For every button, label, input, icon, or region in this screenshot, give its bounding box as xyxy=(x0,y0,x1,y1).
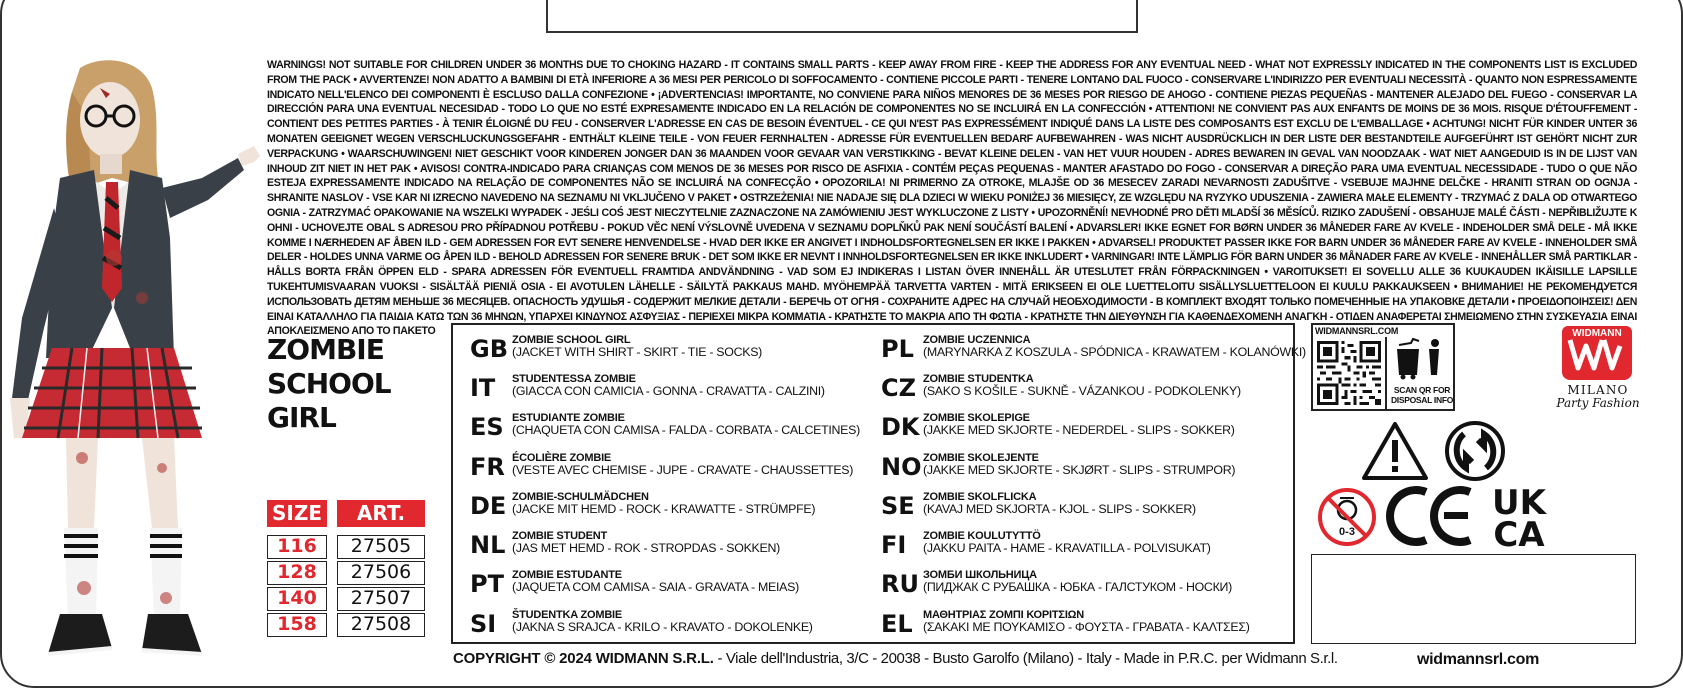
qr-code-icon xyxy=(1317,341,1381,405)
company-address: - Viale dell'Industria, 3/C - 20038 - Busto Garolfo (Milano) - Italy - Made in P.R.C. per Widmann S.r.l. xyxy=(713,650,1338,667)
language-code: SE xyxy=(881,492,915,520)
language-contents: (MARYNARKA Z KOSZULA - SPÓDNICA - KRAWATEM - KOLANÓWKI) xyxy=(923,345,1306,359)
product-title-line: SCHOOL xyxy=(267,367,391,400)
copyright-company: COPYRIGHT © 2024 WIDMANN S.R.L. xyxy=(453,650,714,667)
brand-tagline: Party Fashion xyxy=(1556,396,1640,410)
size-cell: 128 xyxy=(267,561,327,585)
widmann-logo-icon xyxy=(1560,324,1636,380)
language-code: EL xyxy=(881,610,913,638)
qr-divider xyxy=(1385,337,1387,409)
ukca-mark-icon xyxy=(1486,483,1552,555)
article-cell: 27507 xyxy=(337,587,425,611)
language-contents: (VESTE AVEC CHEMISE - JUPE - CRAVATE - CHAUSSETTES) xyxy=(512,463,854,477)
language-product-name: ZOMBIE STUDENTKA xyxy=(923,373,1034,385)
ce-mark-icon xyxy=(1388,484,1476,548)
language-contents: (SAKO S KOŠILE - SUKNĚ - VÁZANKOU - PODKOLENKY) xyxy=(923,384,1241,398)
green-dot-recycle-icon xyxy=(1444,420,1506,482)
language-product-name: ESTUDIANTE ZOMBIE xyxy=(512,412,625,424)
language-contents: (KAVAJ MED SKJORTA - KJOL - SLIPS - SOKKER) xyxy=(923,502,1196,516)
copyright-line xyxy=(453,650,1338,668)
language-contents: (ΣΑΚΑΚΙ ΜΕ ΠΟΥΚΑΜΙΣΟ - ΦΟΥΣΤΑ - ΓΡΑΒΑΤΑ - ΚΑΛΤΣΕΣ) xyxy=(923,620,1250,634)
language-product-name: ZOMBIE ESTUDANTE xyxy=(512,569,622,581)
language-code: IT xyxy=(470,374,496,402)
language-product-name: ŠTUDENTKA ZOMBIE xyxy=(512,609,623,621)
language-contents: (JAQUETA COM CAMISA - SAIA - GRAVATA - MEIAS) xyxy=(512,580,799,594)
language-contents: (JAS MET HEMD - ROK - STROPDAS - SOKKEN) xyxy=(512,541,780,555)
language-product-name: ZOMBIE SKOLEJENTE xyxy=(923,452,1039,464)
language-code: FR xyxy=(470,453,505,481)
website-url: widmannsrl.com xyxy=(1417,651,1540,668)
scan-text-line: DISPOSAL INFO xyxy=(1390,395,1454,405)
safety-warnings-text: WARNINGS! NOT SUITABLE FOR CHILDREN UNDER 36 MONTHS DUE TO CHOKING HAZARD - IT CONTAINS SMALL PARTS - KEEP AWAY FROM FIRE - KEEP THE ADDRESS FOR ANY EVENTUAL NEED - WHAT NOT EXPRESSLY INDICATED IN THE COMPONENTS LIST IS EXCLUDED FROM THE PACK • AVVERTENZE! NON ADATTO A BAMBINI DI ETÀ INFERIORE A 36 MESI PER PERICOLO DI SOFFOCAMENTO - CONTIENE PICCOLE PARTI - TENERE LONTANO DAL FUOCO - CONSERVARE L'INDIRIZZO PER EVENTUALI NECESSITÀ - QUANTO NON ESPRESSAMENTE INDICATO NELL'ELENCO DEI COMPONENTI È ESCLUSO DALLA CONFEZIONE • ¡ADVERTENCIAS! IMPORTANTE, NO CONVIENE PARA NIÑOS MENORES DE 36 MESES POR RIESGO DE AHOGO - CONTIENE PIEZAS PEQUEÑAS - MANTENER ALEJADO DEL FUEGO - CONSERVAR LA DIRECCIÓN PARA UNA EVENTUAL NECESIDAD - TODO LO QUE NO ESTÉ EXPRESAMENTE INDICADO EN LA RELACIÓN DE COMPONENTES NO SE INCLUIRÁ EN LA CONFECCIÓN • ATTENTION! NE CONVIENT PAS AUX ENFANTS DE MOINS DE 36 MOIS. RISQUE D'ÉTOUFFEMENT - CONTIENT DES PETITES PARTIES - À TENIR ÉLOIGNÉ DU FEU - CONSERVER L'ADRESSE EN CAS DE BESOIN ÉVENTUEL - CE QUI N'EST PAS EXPRESSÉMENT INDIQUÉ DANS LA LISTE DES COMPOSANTS EST EXCLU DE L'EMBALLAGE • ACHTUNG! NICHT FÜR KINDER UNTER 36 MONATEN GEEIGNET WEGEN VERSCHLUCKUNGSGEFAHR - ENTHÄLT KLEINE TEILE - VON FEUER FERNHALTEN - ADRESSE FÜR EVENTUELLEN BEDARF AUFBEWAHREN - WAS NICHT AUSDRÜCKLICH IN DER LISTE DER BESTANDTEILE AUFGEFÜHRT IST GEHÖRT NICHT ZUR VERPACKUNG • WAARSCHUWINGEN! NIET GESCHIKT VOOR KINDEREN JONGER DAN 36 MAANDEN VOOR GEVAAR VAN VERSTIKKING - BEVAT KLEINE DELEN - VAN HET VUUR HOUDEN - ADRES BEWAREN IN GEVAL VAN NOODZAAK - WAT NIET AANGEDUID IS IN DE LIJST VAN INHOUD ZIT NIET IN HET PAK • AVISOS! CONTRA-INDICADO PARA CRIANÇAS COM MENOS DE 36 MESES POR RISCO DE ASFIXIA - CONTÉM PEÇAS PEQUENAS - MANTER AFASTADO DO FOGO - CONSERVAR A DIREÇÃO PARA UMA EVENTUAL NECESSIDADE - TUDO O QUE NÃO ESTEJA EXPRESSAMENTE INDICADO NA RELAÇÃO DE COMPONENTES NÃO SE INCLUIRÁ NA CONFECÇÃO • OPOZORILA! NI PRIMERNO ZA OTROKE, MLAJŠE OD 36 MESECEV ZARADI NEVARNOSTI ZADUŠITVE - VSEBUJE MAJHNE DELČKE - HRANITI STRAN OD OGNJA - SHRANITE NASLOV - VSE KAR NI IZRECNO NAVEDENO NA SEZNAMU NI VKLJUČENO V PAKET • OSTRZEŻENIA! NIE NADAJE SIĘ DLA DZIECI W WIEKU PONIŻEJ 36 MIESIĘCY, ZE WZGLĘDU NA RYZYKO UDUSZENIA - ZAWIERA MAŁE ELEMENTY - TRZYMAĆ Z DALA OD OTWARTEGO OGNIA - ZATRZYMAĆ OPAKOWANIE NA WSZELKI WYPADEK - JEŚLI COŚ JEST NIECZYTELNIE ZAZNACZONE NA ZAMÓWIENIU JEST WYKLUCZONE Z LISTY • UPOZORNĚNÍ! NEVHODNÉ PRO DĚTI MLADŠÍ 36 MĚSÍCŮ. RIZIKO ZADUŠENÍ - OBSAHUJE MALÉ ČÁSTI - NEPŘIBLIŽUJTE K OHNI - UCHOVEJTE OBAL S ADRESOU PRO PŘÍPADNOU POTŘEBU - POKUD VĚC NENÍ VÝSLOVNĚ UVEDENA V SEZNAMU DOPLŇKŮ PAK NENÍ SOUČÁSTÍ BALENÍ • ADVARSLER! IKKE EGNET FOR BØRN UNDER 36 MÅNEDER FARE AV KVELE - INDEHOLDER SMÅ DELE - MÅ IKKE KOMME I NÆRHEDEN AF ÅBEN ILD - GEM ADRESSEN FOR EVT SENERE HENVENDELSE - HVAD DER IKKE ER ANGIVET I INDHOLDSFORTEGNELSEN ER IKKE I PAKKEN • ADVARSEL! PRODUKTET PASSER IKKE FOR BARN UNDER 36 MÅNEDER FARE AV KVELE - INNEHOLDER SMÅ DELER - HOLDES UNNA VARME OG ÅPEN ILD - BEHOLD ADRESSEN FOR SENERE BRUK - DET SOM IKKE ER NEVNT I INNHOLDSFORTEGNELSEN ER IKKE INKLUDERT • VARNINGAR! INTE LÄMPLIG FÖR BARN UNDER 36 MÅNADER FARE AV KVELE - INNEHÅLLER SMÅ PARTIKLAR - HÅLLS BORTA FRÅN ÖPPEN ELD - SPARA ADRESSEN FÖR EVENTUELL FRAMTIDA ANDVÄNDNING - VAD SOM EJ INDIKERAS I LISTAN ÖVER INNEHÅLL ÄR UTESLUTET FRÅN FÖRPACKNINGEN • VAROITUKSET! EI SOVELLU ALLE 36 KUUKAUDEN IKÄISILLE LAPSILLE TUKEHTUMISVAARAN VUOKSI - SISÄLTÄÄ PIENIÄ OSIA - EI AVOTULEN LÄHELLE - SÄILYTÄ PAKKAUS MAHD. MYÖHEMPÄÄ TARVETTA VARTEN - MITÄ ERIKSEEN EI OLE LUETTELOITU SISÄLLYSLUETTELOON EI KUULU PAKKAUKSEEN • ВНИМАНИЕ! НЕ РЕКОМЕНДУЕТСЯ ИСПОЛЬЗОВАТЬ ДЕТЯМ МЕНЬШЕ 36 МЕСЯЦЕВ. ОПАСНОСТЬ УДУШЬЯ - СОДЕРЖИТ МЕЛКИЕ ДЕТАЛИ - БЕРЕЧЬ ОТ ОГНЯ - СОХРАНИТЕ АДРЕС НА СЛУЧАЙ НЕОБХОДИМОСТИ - В КОМПЛЕКТ ВХОДЯТ ТОЛЬКО ПОМЕЧЕННЫЕ НА УПАКОВКЕ ДЕТАЛИ • ΠΡΟΕΙΔΟΠΟΙΗΣΕΙΣ! ΔΕΝ ΕΙΝΑΙ ΚΑΤΑΛΛΗΛΟ ΓΙΑ ΠΑΙΔΙΑ ΚΑΤΩ ΤΩΝ 36 ΜΗΝΩΝ, ΥΠΑΡΧΕΙ ΚΙΝΔΥΝΟΣ ΑΣΦΥΞΙΑΣ - ΠΕΡΙΕΧΕΙ ΜΙΚΡΑ ΚΟΜΜΑΤΙΑ - ΚΡΑΤΗΣΤΕ ΤΟ ΜΑΚΡΙΑ ΑΠΟ ΤΗ ΦΩΤΙΑ - ΚΡΑΤΗΣΤΕ ΤΗΝ ΔΙΕΥΘΥΝΣΗ ΓΙΑ ΚΑΘΕΝΔΕΧΟΜΕΝΗ ΑΝΑΓΚΗ - ΟΤΙΔΕΝ ΑΝΑΦΕΡΕΤΑΙ ΣΗΜΕΙΩΜΕΝΟ ΣΤΗΝ ΣΥΣΚΕΥΑΣΙΑ ΕΙΝΑΙ ΑΠΟΚΛΕΙΣΜΕΝΟ ΑΠΟ ΤΟ ΠΑΚΕΤΟ xyxy=(267,59,1637,338)
language-code: SI xyxy=(470,610,497,638)
language-product-name: ZOMBIE-SCHULMÄDCHEN xyxy=(512,491,649,503)
language-product-name: ZOMBIE KOULUTYTTÖ xyxy=(923,530,1041,542)
blank-label-area xyxy=(1311,554,1636,644)
product-title xyxy=(267,333,427,435)
language-product-name: ZOMBIE STUDENT xyxy=(512,530,607,542)
language-product-name: STUDENTESSA ZOMBIE xyxy=(512,373,636,385)
language-code: DE xyxy=(470,492,507,520)
package-window-outline xyxy=(546,0,1138,33)
language-contents: (JAKKU PAITA - HAME - KRAVATILLA - POLVISUKAT) xyxy=(923,541,1211,555)
language-code: NL xyxy=(470,531,506,559)
size-column-header: SIZE xyxy=(267,500,327,527)
language-code: FI xyxy=(881,531,907,559)
language-code: PT xyxy=(470,570,504,598)
ukca-line: UK xyxy=(1492,483,1546,523)
language-code: NO xyxy=(881,453,922,481)
language-contents: (GIACCA CON CAMICIA - GONNA - CRAVATTA - CALZINI) xyxy=(512,384,825,398)
scan-qr-instruction xyxy=(1389,385,1455,405)
brand-name: WIDMANN xyxy=(1572,328,1622,339)
brand-city: MILANO xyxy=(1567,383,1629,397)
language-code: CZ xyxy=(881,374,917,402)
language-contents: (CHAQUETA CON CAMISA - FALDA - CORBATA - CALCETINES) xyxy=(512,423,860,437)
article-column-header: ART. xyxy=(337,500,425,527)
scan-text-line: SCAN QR FOR xyxy=(1393,385,1451,395)
language-product-name: ZOMBIE SKOLEPIGE xyxy=(923,412,1030,424)
language-contents: (JAKNA S SRAJCA - KRILO - KRAVATO - DOKOLENKE) xyxy=(512,620,813,634)
product-title-line: GIRL xyxy=(267,401,336,434)
article-cell: 27508 xyxy=(337,613,425,637)
language-product-name: ZOMBIE UCZENNICA xyxy=(923,334,1031,346)
language-product-name: ЗОМБИ ШКОЛЬНИЦА xyxy=(923,569,1037,581)
costume-model-illustration xyxy=(2,58,264,670)
language-translations-box xyxy=(451,323,1306,644)
language-product-name: ÉCOLIÈRE ZOMBIE xyxy=(512,452,612,464)
qr-disposal-block xyxy=(1311,323,1455,411)
age-warning-0-3-icon xyxy=(1316,486,1378,548)
language-code: RU xyxy=(881,570,919,598)
size-cell: 158 xyxy=(267,613,327,637)
language-contents: (ПИДЖАК С РУБАШКА - ЮБКА - ГАЛСТУКОМ - НОСКИ) xyxy=(923,580,1232,594)
language-product-name: ZOMBIE SCHOOL GIRL xyxy=(512,334,631,346)
article-cell: 27506 xyxy=(337,561,425,585)
language-contents: (JAKKE MED SKJORTE - SKJØRT - SLIPS - STRUMPOR) xyxy=(923,463,1236,477)
warning-triangle-icon xyxy=(1360,420,1430,482)
language-code: ES xyxy=(470,413,504,441)
product-title-line: ZOMBIE xyxy=(267,333,384,366)
ukca-line: CA xyxy=(1493,515,1545,555)
language-product-name: ΜΑΘΗΤΡΙΑΣ ΖΟΜΠΙ ΚΟΡΙΤΣΙΩΝ xyxy=(923,609,1085,621)
language-code: GB xyxy=(470,335,508,363)
size-cell: 116 xyxy=(267,535,327,559)
disposal-bin-icon xyxy=(1393,337,1449,381)
article-cell: 27505 xyxy=(337,535,425,559)
size-cell: 140 xyxy=(267,587,327,611)
language-code: PL xyxy=(881,335,914,363)
language-contents: (JACKE MIT HEMD - ROCK - KRAWATTE - STRÜMPFE) xyxy=(512,502,816,516)
language-contents: (JACKET WITH SHIRT - SKIRT - TIE - SOCKS) xyxy=(512,345,763,359)
age-label: 0-3 xyxy=(1339,526,1355,538)
qr-header-url: WIDMANNSRL.COM xyxy=(1315,326,1399,336)
language-contents: (JAKKE MED SKJORTE - NEDERDEL - SLIPS - SOKKER) xyxy=(923,423,1235,437)
language-code: DK xyxy=(881,413,920,441)
language-product-name: ZOMBIE SKOLFLICKA xyxy=(923,491,1037,503)
